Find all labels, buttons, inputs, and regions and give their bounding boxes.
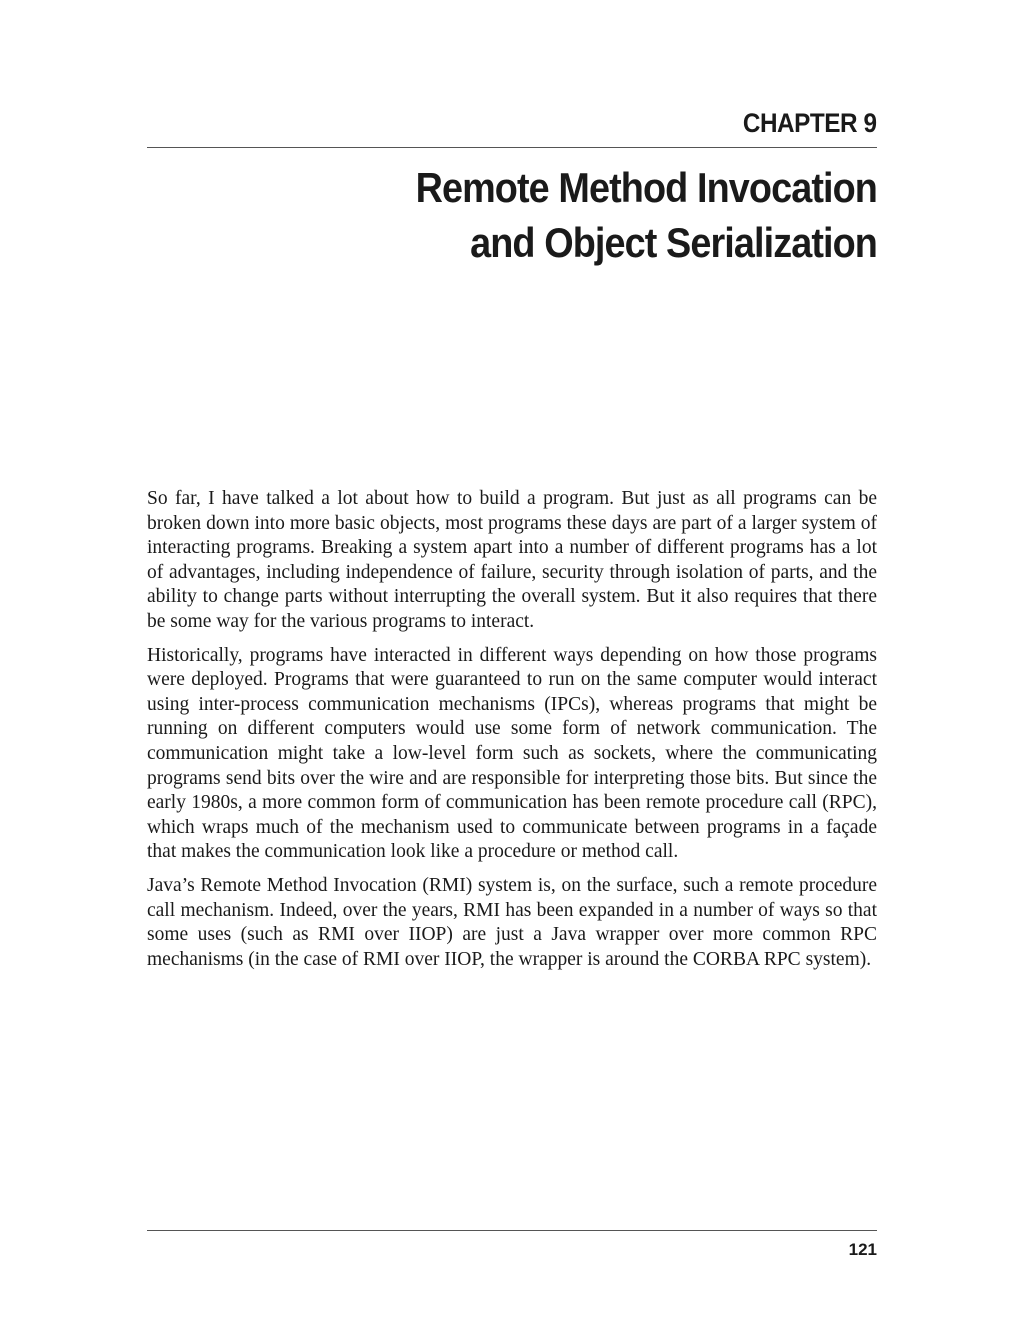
body-text	[147, 487, 877, 981]
page-number: 121	[848, 1240, 877, 1259]
paragraph-3: Java’s Remote Method Invocation (RMI) system is, on the surface, such a remote procedure call mechanism. Indeed, over the years, RMI has been expanded in a number of ways so that some uses (such as RMI over IIOP) are just a Java wrapper over more common RPC mechanisms (in the case of RMI over IIOP, the wrapper is around the CORBA RPC system).	[147, 874, 877, 970]
paragraph-1: So far, I have talked a lot about how to build a program. But just as all programs can be broken down into more basic objects, most programs these days are part of a larger system of interacting programs. Breaking a system apart into a number of different programs has a lot of advantages, including independence of failure, security through isolation of parts, and the ability to change parts without interrupting the overall system. But it also requires that there be some way for the various programs to interact.	[147, 488, 877, 632]
chapter-title	[177, 160, 877, 270]
chapter-title-line-2: and Object Serialization	[470, 219, 877, 266]
paragraph-2: Historically, programs have interacted in different ways depending on how those programs were deployed. Programs that were guaranteed to run on the same computer would interact using inter-process communication mechanisms (IPCs), whereas programs that might be running on different computers would use some form of network communication. The communication might take a low-level form such as sockets, where the communicating programs send bits over the wire and are responsible for interpreting those bits. But since the early 1980s, a more common form of communication has been remote procedure call (RPC), which wraps much of the mechanism used to communicate between programs in a façade that makes the communication look like a procedure or method call.	[147, 644, 877, 863]
chapter-title-line-1: Remote Method Invocation	[415, 164, 877, 211]
chapter-label: CHAPTER 9	[743, 108, 877, 138]
footer-rule	[147, 1230, 877, 1231]
chapter-rule	[147, 147, 877, 148]
